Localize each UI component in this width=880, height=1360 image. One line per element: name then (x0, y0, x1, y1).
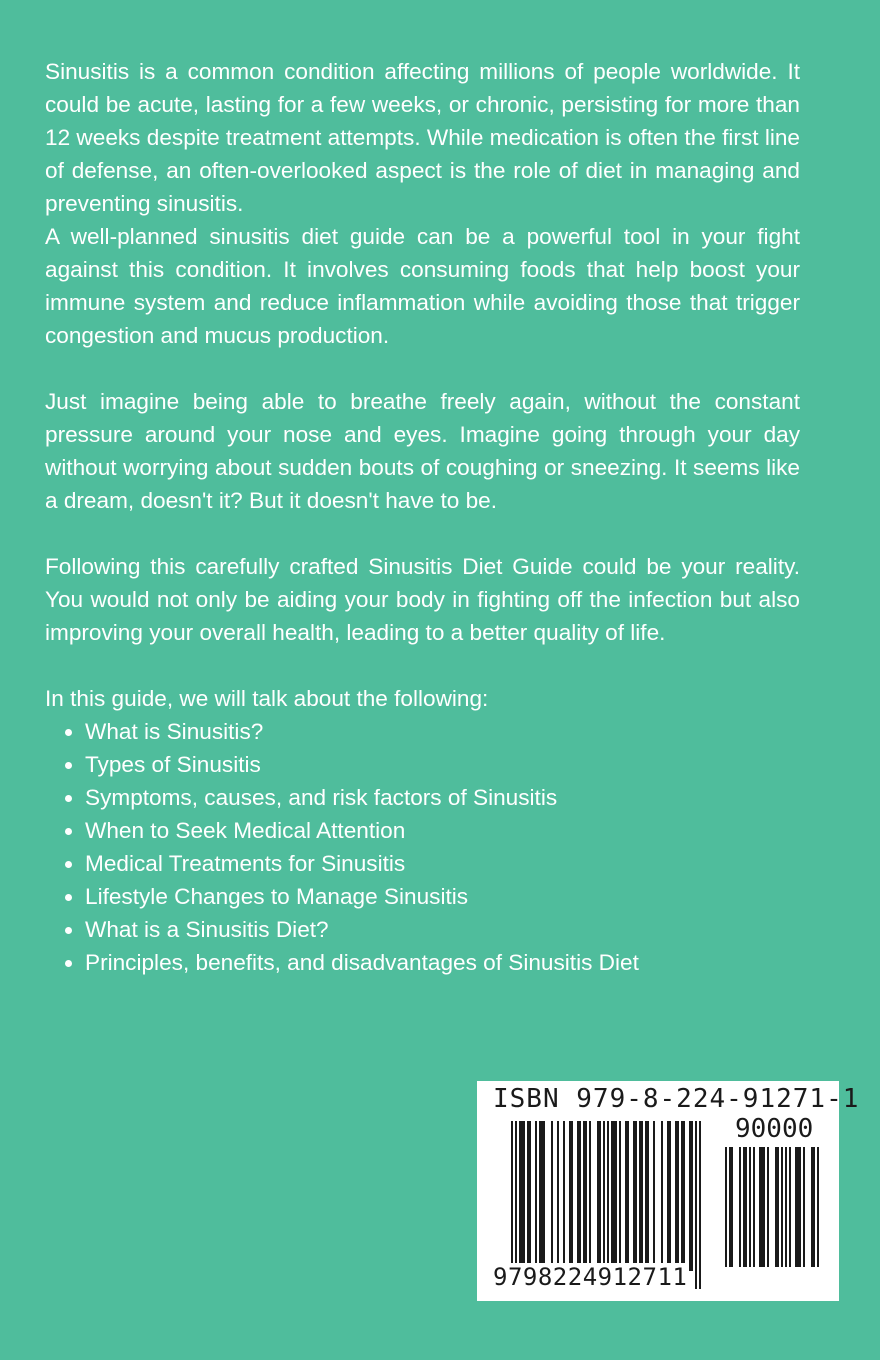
barcode-bar (611, 1121, 613, 1271)
barcode-bar (753, 1147, 755, 1267)
bullet-icon (65, 795, 72, 802)
topic-label: Lifestyle Changes to Manage Sinusitis (85, 884, 469, 909)
barcode-bar (569, 1121, 571, 1271)
barcode-bar (599, 1121, 601, 1271)
barcode-bar (785, 1147, 787, 1267)
barcode-bar (763, 1147, 765, 1267)
barcode-bar (529, 1121, 531, 1271)
barcode-bar (789, 1147, 791, 1267)
barcode-bar (641, 1121, 643, 1271)
barcode-bar (761, 1147, 763, 1267)
barcode-bar (519, 1121, 521, 1271)
topics-list-item (65, 781, 800, 814)
topics-list-item (65, 913, 800, 946)
barcode-bar (797, 1147, 799, 1267)
barcode-bar (589, 1121, 591, 1271)
barcode-bar (571, 1121, 573, 1271)
barcode-bar (699, 1121, 701, 1289)
topics-list-item (65, 814, 800, 847)
isbn-label: ISBN 979-8-224-91271-1 (493, 1084, 860, 1114)
bullet-icon (65, 960, 72, 967)
topics-list-item (65, 946, 800, 979)
barcode-bar (811, 1147, 813, 1267)
bullet-icon (65, 762, 72, 769)
barcode-bar (633, 1121, 635, 1271)
barcode-bar (577, 1121, 579, 1271)
topic-label: What is a Sinusitis Diet? (85, 917, 329, 942)
isbn-barcode (477, 1081, 860, 1301)
barcode-bar (597, 1121, 599, 1271)
paragraph-spacer (45, 649, 800, 682)
barcode-bar (579, 1121, 581, 1271)
description-paragraph: Just imagine being able to breathe freely again, without the constant pressure around your nose and eyes. Imagine going through your day without worrying about sudden bouts of coughing or sneezing. It seems like a dream, doesn't it? But it doesn't have to be. (45, 389, 800, 513)
barcode-bar (767, 1147, 769, 1267)
topics-list-item (65, 880, 800, 913)
price-code: 90000 (735, 1114, 814, 1144)
barcode-bar (691, 1121, 693, 1271)
topics-list-item (65, 847, 800, 880)
barcode-bar (739, 1147, 741, 1267)
topic-label: Medical Treatments for Sinusitis (85, 851, 406, 876)
barcode-bar (539, 1121, 541, 1271)
topic-label: Symptoms, causes, and risk factors of Sinusitis (85, 785, 558, 810)
description-paragraph: A well-planned sinusitis diet guide can be a powerful tool in your fight against this condition. It involves consuming foods that help boost your immune system and reduce inflammation while avoiding those that trigger congestion and mucus production. (45, 224, 800, 348)
barcode-bar (725, 1147, 727, 1267)
topics-list (45, 715, 800, 979)
topic-label: Principles, benefits, and disadvantages of Sinusitis Diet (85, 950, 639, 975)
barcode-bar (759, 1147, 761, 1267)
barcode-bar (527, 1121, 529, 1271)
bullet-icon (65, 828, 72, 835)
barcode-bar (743, 1147, 745, 1267)
barcode-bar (803, 1147, 805, 1267)
bullet-icon (65, 729, 72, 736)
barcode-bar (613, 1121, 615, 1271)
barcode-bar (645, 1121, 647, 1271)
barcode-bar (563, 1121, 565, 1271)
paragraph-spacer (45, 352, 800, 385)
topics-list-item (65, 715, 800, 748)
barcode-bar (615, 1121, 617, 1271)
barcode-bar (627, 1121, 629, 1271)
bullet-icon (65, 894, 72, 901)
barcode-bar (557, 1121, 559, 1271)
barcode-bar (661, 1121, 663, 1271)
barcode-bar (675, 1121, 677, 1271)
barcode-bar (749, 1147, 751, 1267)
barcode-bar (817, 1147, 819, 1267)
barcode-bar (677, 1121, 679, 1271)
barcode-bar (683, 1121, 685, 1271)
barcode-bar (777, 1147, 779, 1267)
barcode-bar (795, 1147, 797, 1267)
topic-label: When to Seek Medical Attention (85, 818, 406, 843)
barcode-bar (585, 1121, 587, 1271)
barcode-bar (667, 1121, 669, 1271)
barcode-bar (647, 1121, 649, 1271)
barcode-bar (745, 1147, 747, 1267)
barcode-bar (521, 1121, 523, 1271)
barcode-bar (543, 1121, 545, 1271)
ean-digits: 9798224912711 (493, 1263, 688, 1291)
barcode-bar (669, 1121, 671, 1271)
topics-intro: In this guide, we will talk about the following: (45, 686, 489, 711)
barcode-bar (523, 1121, 525, 1271)
barcode-bar (729, 1147, 731, 1267)
barcode-bar (583, 1121, 585, 1271)
bullet-icon (65, 927, 72, 934)
barcode-bar (619, 1121, 621, 1271)
barcode-bar (781, 1147, 783, 1267)
barcode-bar (625, 1121, 627, 1271)
description-paragraph: Following this carefully crafted Sinusitis Diet Guide could be your reality. You would not only be aiding your body in fighting off the infection but also improving your overall health, leading to a better quality of life. (45, 554, 800, 645)
barcode-bar (689, 1121, 691, 1271)
barcode-bar (653, 1121, 655, 1271)
barcode-bar (799, 1147, 801, 1267)
barcode-bar (813, 1147, 815, 1267)
paragraph-spacer (45, 517, 800, 550)
description-paragraph: Sinusitis is a common condition affecting millions of people worldwide. It could be acute, lasting for a few weeks, or chronic, persisting for more than 12 weeks despite treatment attempts. While medication is often the first line of defense, an often-overlooked aspect is the role of diet in managing and preventing sinusitis. (45, 59, 800, 216)
barcode-bar (775, 1147, 777, 1267)
topic-label: Types of Sinusitis (85, 752, 261, 777)
topic-label: What is Sinusitis? (85, 719, 264, 744)
barcode-bar (681, 1121, 683, 1271)
bullet-icon (65, 861, 72, 868)
barcode-bar (731, 1147, 733, 1267)
topics-list-item (65, 748, 800, 781)
barcode-bar (535, 1121, 537, 1271)
barcode-bar (695, 1121, 697, 1289)
description-text (45, 55, 800, 979)
barcode-bar (551, 1121, 553, 1271)
barcode-bar (541, 1121, 543, 1271)
barcode-bar (639, 1121, 641, 1271)
barcode-bar (635, 1121, 637, 1271)
